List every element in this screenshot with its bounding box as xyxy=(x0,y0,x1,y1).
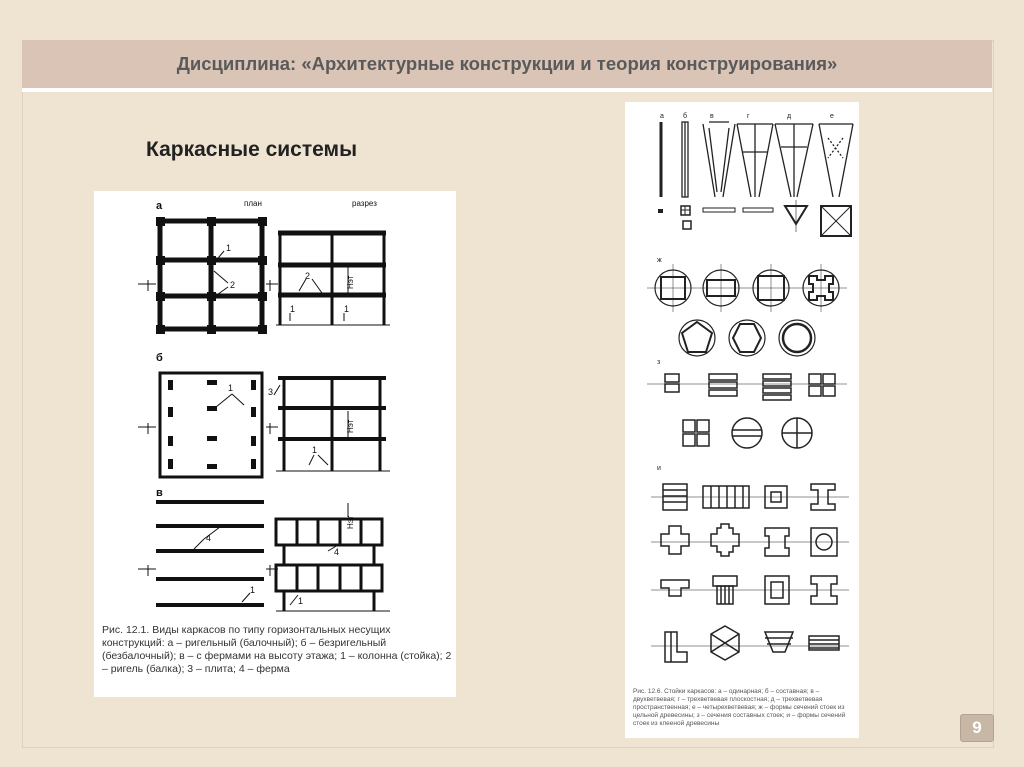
caption-column-types: Рис. 12.6. Стойки каркасов: а – одинарная; б – составная; в – двухветвевая; г – трехветвевая плоскостная; д – трехветвевая пространственная; е – четырехветвевая; ж – формы сечений стоек из цельной древесины; з – сечения составных стоек; и – формы сечений стоек из клееной древесины xyxy=(633,688,846,727)
slide-title: Дисциплина: «Архитектурные конструкции и теория конструирования» xyxy=(176,53,838,74)
section-v xyxy=(276,503,390,611)
section-b xyxy=(274,378,390,471)
label-b: б xyxy=(156,352,163,364)
label-a: а xyxy=(156,200,163,212)
hft-a: Нэт xyxy=(346,275,355,289)
plan-b xyxy=(138,373,278,477)
callout-1-b: 1 xyxy=(228,383,234,393)
label-col-e: е xyxy=(830,113,834,120)
hft-v: Нэт xyxy=(346,515,355,529)
callout-1-sec-v: 1 xyxy=(298,596,304,606)
hft-b: Нэт xyxy=(346,419,355,433)
callout-2-sec: 2 xyxy=(305,271,311,281)
column-types-drawing xyxy=(625,102,859,687)
callout-4-sec: 4 xyxy=(334,547,340,557)
label-i: и xyxy=(657,465,661,472)
callout-1-v: 1 xyxy=(250,585,256,595)
figure-column-types xyxy=(625,102,859,738)
section-title: Каркасные системы xyxy=(146,138,358,161)
callout-1-sec-b2: 1 xyxy=(312,445,318,455)
label-col-v: в xyxy=(710,113,714,120)
label-plan: план xyxy=(244,199,262,208)
label-v: в xyxy=(156,487,163,499)
label-col-b: б xyxy=(683,113,688,120)
callout-4-v: 4 xyxy=(206,533,212,543)
callout-1-sec-a: 1 xyxy=(290,304,296,314)
callout-1-a: 1 xyxy=(226,243,232,253)
label-section: разрез xyxy=(352,199,377,208)
callout-1-sec-b: 1 xyxy=(344,304,350,314)
label-col-d: д xyxy=(787,113,792,120)
frame-types-drawing xyxy=(94,191,456,621)
label-col-a: а xyxy=(660,113,664,120)
caption-frame-types: Рис. 12.1. Виды каркасов по типу горизонтальных несущих конструкций: а – ригельный (балочный); б – безригельный (безбалочный); в – с фермами на высоту этажа; 1 – колонна (стойка); 2 – ригель (балка); 3 – плита; 4 – ферма xyxy=(102,624,452,675)
callout-2-a: 2 xyxy=(230,280,236,290)
plan-v xyxy=(156,502,264,605)
glulam-sections xyxy=(651,484,849,662)
solid-wood-sections xyxy=(647,264,847,356)
plan-grid-a xyxy=(160,221,262,329)
label-col-g: г xyxy=(747,113,750,120)
label-z: з xyxy=(657,359,661,366)
header-bar xyxy=(22,40,992,92)
label-zh: ж xyxy=(657,257,662,264)
column-plan-sections xyxy=(658,200,851,236)
column-elevations xyxy=(661,122,853,197)
page-number-button[interactable]: 9 xyxy=(960,714,994,742)
composite-sections xyxy=(647,374,847,448)
figure-frame-types xyxy=(94,191,456,697)
callout-3-b: 3 xyxy=(268,387,274,397)
